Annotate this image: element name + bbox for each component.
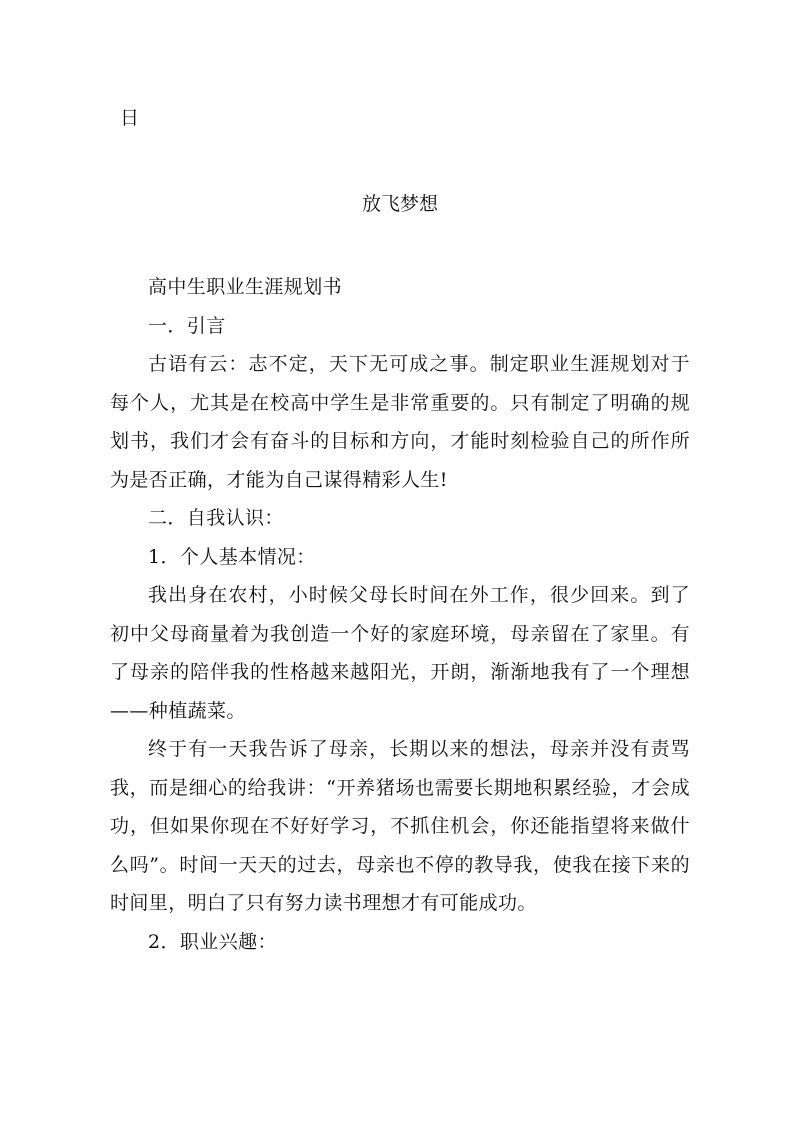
document-title: 放飞梦想 xyxy=(361,193,438,215)
subtitle-heading: 高中生职业生涯规划书 xyxy=(148,276,343,298)
paragraph-mother-talk: 终于有一天我告诉了母亲，长期以来的想法，母亲并没有责骂我，而是细心的给我讲：“开养猪场也需要长期地积累经验，才会成功，但如果你现在不好好学习，不抓住机会，你还能指望将来做什么吗”。时间一天天的过去，母亲也不停的教导我，使我在接下来的时间里，明白了只有努力读书理想才有可能成功。 xyxy=(110,738,690,914)
subsection-heading-basic-info: 1．个人基本情况： xyxy=(148,545,316,568)
subsection-heading-career-interest: 2．职业兴趣： xyxy=(148,930,277,953)
corner-character: 日 xyxy=(120,107,140,129)
paragraph-basic-info: 我出身在农村，小时候父母长时间在外工作，很少回来。到了初中父母商量着为我创造一个好的家庭环境，母亲留在了家里。有了母亲的陪伴我的性格越来越阳光，开朗，渐渐地我有了一个理想——种植蔬菜。 xyxy=(110,584,690,722)
section-heading-introduction: 一．引言 xyxy=(148,314,226,337)
section-heading-self-knowledge: 二．自我认识： xyxy=(148,507,284,529)
paragraph-introduction: 古语有云：志不定，天下无可成之事。制定职业生涯规划对于每个人，尤其是在校高中学生是非常重要的。只有制定了明确的规划书，我们才会有奋斗的目标和方向，才能时刻检验自己的所作所为是否正确，才能为自己谋得精彩人生! xyxy=(110,353,690,491)
document-body xyxy=(110,268,690,961)
